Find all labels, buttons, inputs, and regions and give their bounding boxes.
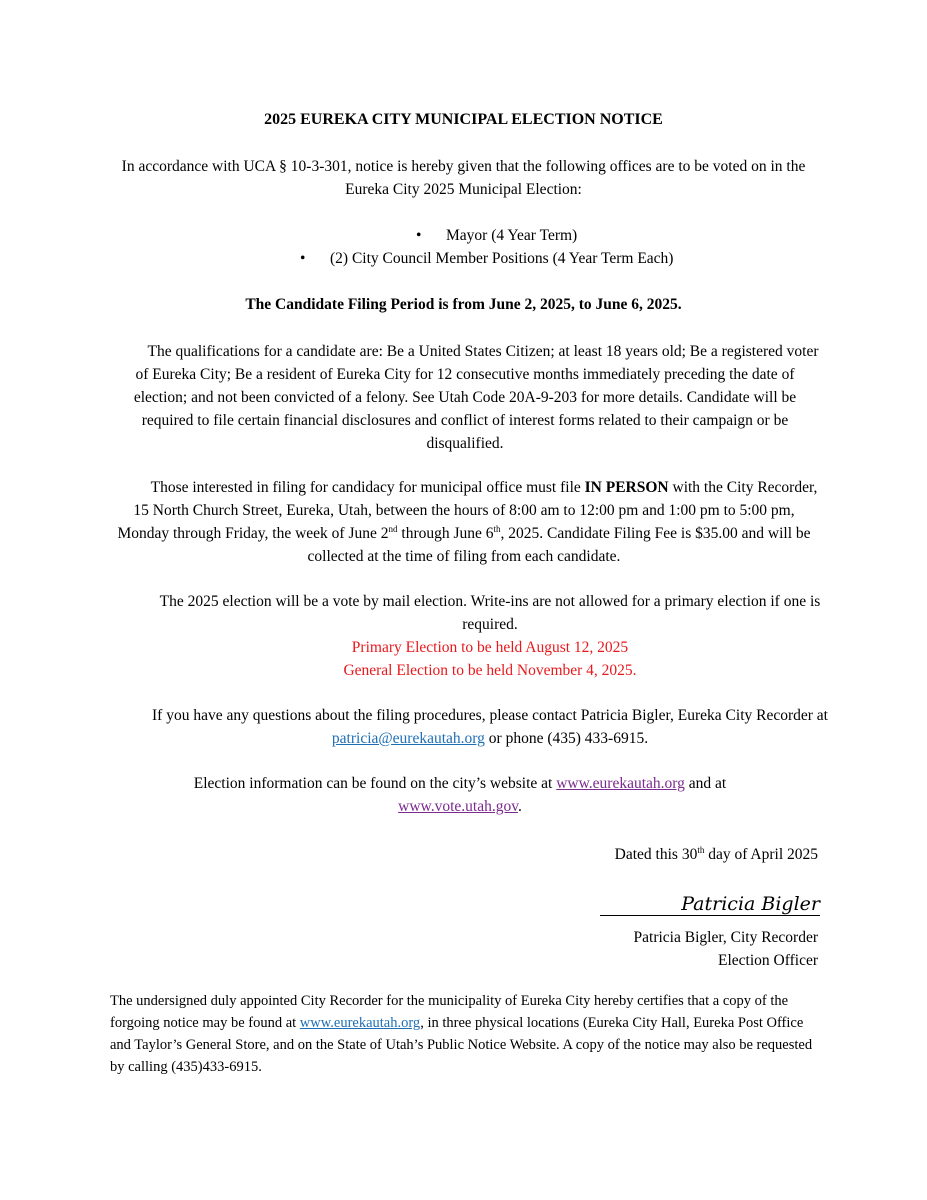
signature-block — [600, 888, 820, 916]
certification-website-link[interactable]: www.eurekautah.org — [299, 1015, 421, 1031]
in-person-sup-2: th — [493, 523, 501, 534]
dated-sup: th — [697, 844, 705, 855]
qualifications-text: The qualifications for a candidate are: Be a United States Citizen; at least 18 years old; Be a registered voter of Eureka City; Be a resident of Eureka City for 12 consecutive months immediately preceding the date of election; and not been convicted of a felony. See Utah Code 20A-9-203 for more details. Candidate will be required to file certain financial disclosures and conflict of interest forms related to their campaign or be disqualified. — [133, 343, 819, 452]
website-paragraph — [150, 772, 770, 818]
intro-paragraph: In accordance with UCA § 10-3-301, notice is hereby given that the following offices are to be voted on in the Eureka City 2025 Municipal Election: — [121, 158, 806, 198]
questions-text-2: or phone (435) 433-6915. — [484, 730, 649, 747]
certification-text-1: The undersigned duly appointed City Recorder for the municipality of Eureka City hereby certifies that a copy of the forgoing notice may be found at — [110, 993, 789, 1031]
offices-list — [300, 224, 673, 270]
website-text-3: . — [517, 798, 522, 815]
in-person-text-1: Those interested in filing for candidacy for municipal office must file — [150, 479, 585, 496]
dated-line — [615, 843, 818, 866]
vote-website-link[interactable]: www.vote.utah.gov — [398, 798, 518, 815]
dated-text-1: Dated this 30 — [614, 846, 698, 863]
filing-period: The Candidate Filing Period is from June 2, 2025, to June 6, 2025. — [245, 296, 682, 313]
in-person-emphasis: IN PERSON — [584, 479, 669, 496]
dated-text-2: day of April 2025 — [704, 846, 818, 863]
primary-election-date: Primary Election to be held August 12, 2025 — [351, 639, 629, 656]
city-website-link[interactable]: www.eurekautah.org — [556, 775, 685, 792]
signature-line — [600, 915, 820, 916]
website-text-1: Election information can be found on the city’s website at — [193, 775, 557, 792]
certification-paragraph — [110, 990, 822, 1078]
office-council: • (2) City Council Member Positions (4 Year Term Each) — [300, 247, 673, 270]
general-election-date: General Election to be held November 4, 2025. — [343, 662, 637, 679]
recorder-email-link[interactable]: patricia@eurekautah.org — [331, 730, 485, 747]
officer-role: Election Officer — [718, 952, 818, 969]
signature: Patricia Bigler — [681, 893, 820, 915]
certification-text-2: , in three physical locations (Eureka City Hall, Eureka Post Office and Taylor’s General Store, and on the State of Utah’s Public Notice Website. A copy of the notice may also be requested by calling (435)433-6915. — [110, 1015, 813, 1075]
officer-block — [634, 926, 818, 972]
mail-election-paragraph — [150, 590, 830, 682]
website-text-2: and at — [684, 775, 727, 792]
questions-paragraph — [150, 704, 830, 750]
officer-name-title: Patricia Bigler, City Recorder — [633, 929, 818, 946]
qualifications-paragraph — [110, 340, 820, 455]
office-mayor: • Mayor (4 Year Term) — [416, 224, 673, 247]
mail-election-text: The 2025 election will be a vote by mail election. Write-ins are not allowed for a primary election if one is required. — [159, 593, 821, 633]
in-person-text-3: through June 6 — [397, 525, 494, 542]
in-person-sup-1: nd — [388, 523, 398, 534]
notice-title: 2025 EUREKA CITY MUNICIPAL ELECTION NOTICE — [264, 111, 663, 128]
questions-text-1: If you have any questions about the filing procedures, please contact Patricia Bigler, Eureka City Recorder at — [152, 707, 828, 724]
in-person-text-2: with the City Recorder, 15 North Church Street, Eureka, Utah, between the hours of 8:00 am to 12:00 pm and 1:00 pm to 5:00 pm, Monday through Friday, the week of June 2 — [117, 479, 818, 542]
in-person-paragraph — [108, 476, 820, 568]
in-person-text-4: , 2025. Candidate Filing Fee is $35.00 and will be collected at the time of filing from each candidate. — [307, 525, 811, 565]
